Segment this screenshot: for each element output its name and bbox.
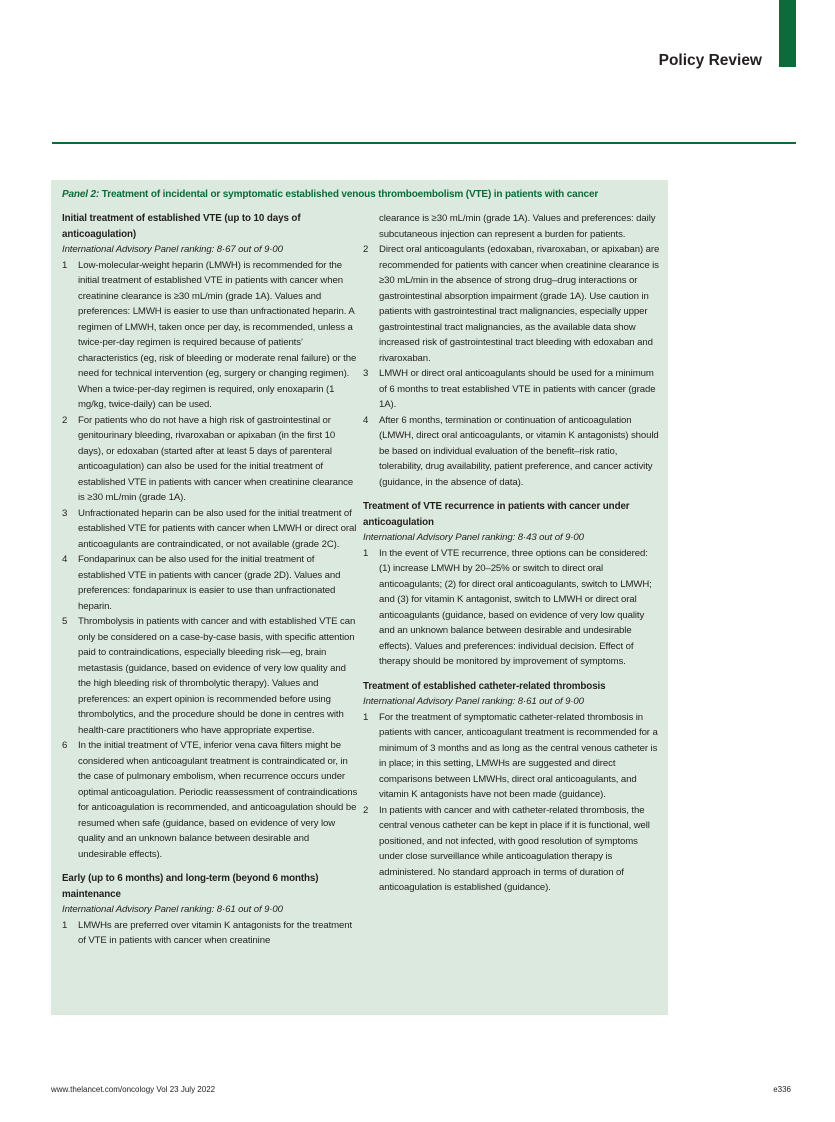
item-text: Fondaparinux can be also used for the initial treatment of established VTE in patients with cancer (grade 2D). Values and preferences: fondaparinux is easier to use than unfractionated heparin. — [78, 554, 341, 612]
item-text: In the initial treatment of VTE, inferior vena cava filters might be considered when anticoagulant treatment is contraindicated or, in the case of pulmonary embolism, when recurrence occurs under optimal anticoagulation. Periodic reassessment of contraindications for anticoagulation is recommended, and anticoagulation should be resumed when safe (guidance, based on evidence of very low quality and an unknown balance between desirable and undesirable effects). — [78, 740, 358, 860]
item-text: LMWH or direct oral anticoagulants should be used for a minimum of 6 months to treat established VTE in patients with cancer (grade 1A). — [379, 368, 656, 410]
section-ranking: International Advisory Panel ranking: 8·67 out of 9·00 — [62, 244, 283, 255]
recommendation-list — [363, 242, 661, 490]
item-text: Low-molecular-weight heparin (LMWH) is recommended for the initial treatment of established VTE in patients with cancer when creatinine clearance is ≥30 mL/min (grade 1A). Values and preferences: LMWH is easier to use than unfractionated heparin. A regimen of LMWH, taken once per day, is recommended, unless a twice-per-day regimen is required because of patients’ characteristics (eg, risk of bleeding or moderate renal failure) or the need for technical intervention (eg, surgery or changing regimen). When a twice-per-day regimen is required, only enoxaparin (1 mg/kg, twice-daily) can be used. — [78, 259, 357, 410]
recommendation-list — [363, 710, 661, 896]
section-color-tab — [779, 0, 796, 67]
item-text: In the event of VTE recurrence, three options can be considered: (1) increase LMWH by 20–25% or switch to direct oral anticoagulants; (2) for direct oral anticoagulants, switch to LMWH; and (3) for vitamin K antagonist, switch to LMWH or direct oral anticoagulants (guidance, based on evidence of very low quality and an unknown balance between desirable and undesirable effects). Values and preferences: individual decision. Effect of therapy should be monitored by improvement of symptoms. — [379, 547, 652, 667]
item-text: In patients with cancer and with catheter-related thrombosis, the central venous catheter can be kept in place if it is functional, well positioned, and not infected, with good resolution of symptoms under close surveillance while anticoagulation therapy is administered. No standard approach in terms of duration of anticoagulation is established (guidance). — [379, 804, 650, 893]
item-number: 1 — [62, 919, 68, 931]
item-number: 4 — [363, 414, 369, 426]
item-text: Unfractionated heparin can be also used for the initial treatment of established VTE for patients with cancer when LMWH or direct oral anticoagulants are contraindicated, or not available (grade 2C). — [78, 507, 357, 550]
list-item — [363, 413, 661, 491]
item-text: Direct oral anticoagulants (edoxaban, rivaroxaban, or apixaban) are recommended for patients with cancer when creatinine clearance is ≥30 mL/min in the absence of strong drug–drug interactions or gastrointestinal absorption impairment (grade 1A). Use caution in patients with gastrointestinal tract malignancies, especially upper gastrointestinal tract malignancies, as the available data show increased risk of gastrointestinal tract bleeding with edoxaban and rivaroxaban. — [379, 244, 660, 364]
list-item — [62, 506, 360, 553]
item-number: 4 — [62, 554, 68, 565]
item-text: Thrombolysis in patients with cancer and with established VTE can only be considered on a case-by-case basis, with specific attention paid to contraindications, especially bleeding risk—eg, brain metastasis (guidance, based on evidence of very low quality and the high bleeding risk of thrombolytic therapy). Values and preferences: an expert opinion is recommended before using thrombolytics, and the procedure should be done in centres with health-care practitioners who have appropriate expertise. — [78, 616, 356, 736]
list-item — [363, 710, 661, 803]
item-number: 5 — [62, 616, 68, 627]
recommendation-list — [363, 546, 661, 670]
list-item — [62, 552, 360, 614]
item-number: 2 — [363, 804, 369, 816]
section-heading: Treatment of established catheter-related thrombosis — [363, 680, 606, 692]
list-item — [363, 803, 661, 896]
item-number: 1 — [62, 259, 68, 271]
section-heading: Treatment of VTE recurrence in patients with cancer under anticoagulation — [363, 501, 630, 528]
item-text-continued: clearance is ≥30 mL/min (grade 1A). Values and preferences: daily subcutaneous injection can represent a burden for patients. — [379, 213, 656, 240]
item-text: After 6 months, termination or continuation of anticoagulation (LMWH, direct oral anticoagulants, or vitamin K antagonists) should be based on individual evaluation of the benefit–risk ratio, tolerability, drug availability, patient preference, and cancer activity (guidance, in the absence of data). — [379, 414, 659, 488]
list-item — [62, 413, 360, 506]
list-item — [62, 614, 360, 738]
item-number: 2 — [363, 244, 369, 255]
journal-footer: www.thelancet.com/oncology Vol 23 July 2022 — [51, 1085, 216, 1094]
item-text: For patients who do not have a high risk of gastrointestinal or genitourinary bleeding, rivaroxaban or apixaban (in the first 10 days), or edoxaban (started after at least 5 days of parenteral anticoagulation) can also be used for the initial treatment of established VTE in patients with cancer when creatinine clearance is ≥30 mL/min (grade 1A). — [78, 414, 354, 503]
panel-box — [51, 180, 668, 1015]
panel-title-text: Treatment of incidental or symptomatic established venous thromboembolism (VTE) in patients with cancer — [101, 189, 599, 200]
panel-column-right — [363, 211, 661, 896]
item-number: 1 — [363, 547, 369, 559]
section-heading: Early (up to 6 months) and long-term (beyond 6 months) maintenance — [62, 873, 319, 900]
list-item — [363, 546, 661, 670]
panel-title-prefix: Panel 2: — [62, 189, 100, 200]
recommendation-list — [62, 258, 360, 863]
list-item — [62, 738, 360, 862]
section-ranking: International Advisory Panel ranking: 8·61 out of 9·00 — [363, 696, 584, 707]
section-ranking: International Advisory Panel ranking: 8·61 out of 9·00 — [62, 904, 283, 915]
section-label: Policy Review — [658, 52, 762, 69]
page-number: e336 — [773, 1085, 791, 1094]
panel-title — [62, 189, 658, 200]
section-heading: Initial treatment of established VTE (up to 10 days of anticoagulation) — [62, 213, 301, 240]
item-number: 6 — [62, 740, 68, 751]
item-text: LMWHs are preferred over vitamin K antagonists for the treatment of VTE in patients with cancer when creatinine — [78, 919, 353, 946]
list-item — [363, 242, 661, 366]
item-number: 2 — [62, 414, 68, 426]
list-item — [62, 918, 360, 949]
list-item — [363, 366, 661, 413]
header-rule — [52, 142, 796, 144]
list-item — [62, 258, 360, 413]
section-ranking: International Advisory Panel ranking: 8·43 out of 9·00 — [363, 532, 584, 543]
panel-column-left — [62, 211, 360, 949]
item-number: 3 — [62, 507, 68, 519]
item-number: 3 — [363, 368, 369, 379]
item-number: 1 — [363, 711, 369, 723]
item-text: For the treatment of symptomatic catheter-related thrombosis in patients with cancer, anticoagulant treatment is recommended for a minimum of 3 months and as long as the central venous catheter is in place; in this setting, LMWHs are suggested and direct comparisons between LMWHs, direct oral anticoagulants, and vitamin K antagonists have not been made (guidance). — [379, 711, 658, 800]
recommendation-list — [62, 918, 360, 949]
